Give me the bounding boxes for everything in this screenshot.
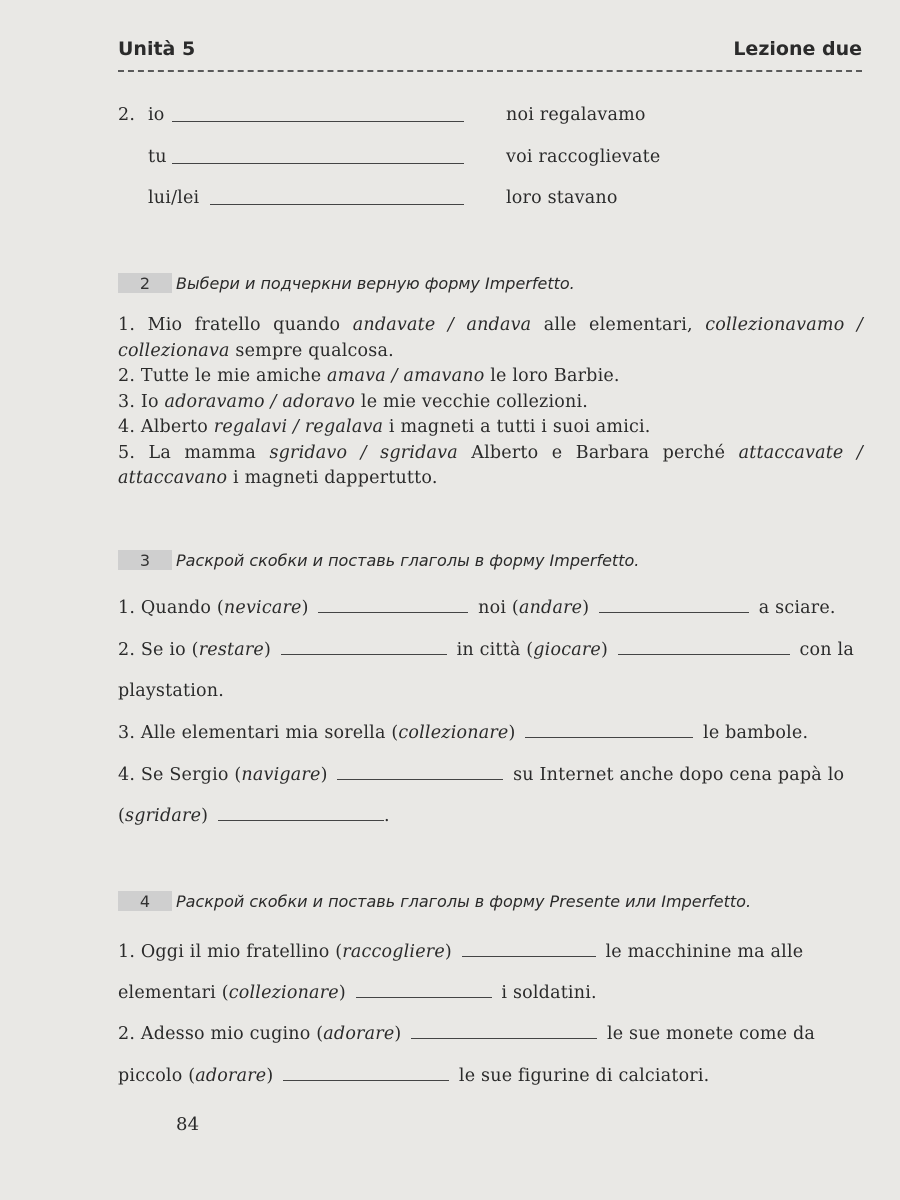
- exercise-number: 3: [118, 550, 172, 570]
- exercise-2-items: [118, 313, 863, 492]
- answer-blank[interactable]: [172, 163, 464, 164]
- sentence: 1. Quando (nevicare) noi (andare) a sciare.: [118, 598, 836, 618]
- option-choice[interactable]: attaccavate / attaccavano: [118, 442, 863, 488]
- pronoun: lui/lei: [148, 188, 200, 208]
- exercise-header: [118, 548, 639, 572]
- conjugated-form: voi raccoglievate: [506, 147, 661, 167]
- item-number: 2.: [118, 105, 136, 125]
- answer-blank[interactable]: [172, 121, 464, 122]
- list-item: 1. Mio fratello quando andavate / andava alle elementari, collezionavamo / collezionava sempre qualcosa.: [118, 315, 863, 361]
- option-choice[interactable]: adoravamo / adoravo: [164, 391, 356, 412]
- header-divider: [118, 70, 862, 72]
- answer-blank[interactable]: [218, 806, 384, 821]
- answer-blank[interactable]: [462, 942, 596, 957]
- sentence: 2. Se io (restare) in città (giocare) con la: [118, 640, 854, 660]
- answer-blank[interactable]: [525, 723, 693, 738]
- exercise-header: [118, 271, 575, 295]
- list-item: 4. Alberto regalavi / regalava i magneti a tutti i suoi amici.: [118, 417, 651, 437]
- unit-label: Unità 5: [118, 38, 196, 60]
- sentence: 3. Alle elementari mia sorella (collezionare) le bambole.: [118, 723, 809, 743]
- option-choice[interactable]: sgridavo / sgridava: [269, 442, 458, 463]
- option-choice[interactable]: amava / amavano: [327, 366, 485, 386]
- exercise-instruction: Раскрой скобки и поставь глаголы в форму Presente или Imperfetto.: [176, 891, 752, 911]
- sentence: 2. Adesso mio cugino (adorare) le sue monete come da: [118, 1024, 816, 1044]
- option-choice[interactable]: andavate / andava: [352, 315, 532, 335]
- list-item: 3. Io adoravamo / adoravo le mie vecchie collezioni.: [118, 391, 589, 412]
- sentence: 1. Oggi il mio fratellino (raccogliere) le macchinine ma alle: [118, 942, 804, 962]
- pronoun: io: [148, 105, 165, 125]
- answer-blank[interactable]: [281, 640, 447, 655]
- sentence-continuation: playstation.: [118, 681, 224, 701]
- conjugated-form: loro stavano: [506, 188, 618, 208]
- answer-blank[interactable]: [411, 1024, 597, 1039]
- option-choice[interactable]: collezionavamo / collezionava: [118, 315, 863, 361]
- list-item: 5. La mamma sgridavo / sgridava Alberto e Barbara perché attaccavate / attaccavano i magneti dappertutto.: [118, 442, 863, 488]
- option-choice[interactable]: regalavi / regalava: [213, 417, 384, 437]
- lesson-label: Lezione due: [733, 38, 862, 60]
- answer-blank[interactable]: [356, 983, 492, 998]
- page-number: 84: [176, 1114, 200, 1135]
- sentence-continuation: piccolo (adorare) le sue figurine di calciatori.: [118, 1066, 710, 1086]
- sentence-continuation: (sgridare) .: [118, 806, 390, 826]
- conjugated-form: noi regalavamo: [506, 105, 646, 125]
- list-item: 2. Tutte le mie amiche amava / amavano le loro Barbie.: [118, 366, 620, 386]
- exercise-number: 2: [118, 273, 172, 293]
- answer-blank[interactable]: [318, 598, 468, 613]
- answer-blank[interactable]: [599, 598, 749, 613]
- exercise-instruction: Выбери и подчеркни верную форму Imperfetto.: [176, 273, 575, 293]
- pronoun: tu: [148, 147, 167, 167]
- exercise-number: 4: [118, 891, 172, 911]
- sentence: 4. Se Sergio (navigare) su Internet anche dopo cena papà lo: [118, 765, 845, 785]
- answer-blank[interactable]: [337, 765, 503, 780]
- exercise-header: [118, 889, 751, 913]
- sentence-continuation: elementari (collezionare) i soldatini.: [118, 983, 597, 1003]
- answer-blank[interactable]: [618, 640, 790, 655]
- answer-blank[interactable]: [210, 204, 464, 205]
- exercise-instruction: Раскрой скобки и поставь глаголы в форму Imperfetto.: [176, 550, 640, 570]
- answer-blank[interactable]: [283, 1066, 449, 1081]
